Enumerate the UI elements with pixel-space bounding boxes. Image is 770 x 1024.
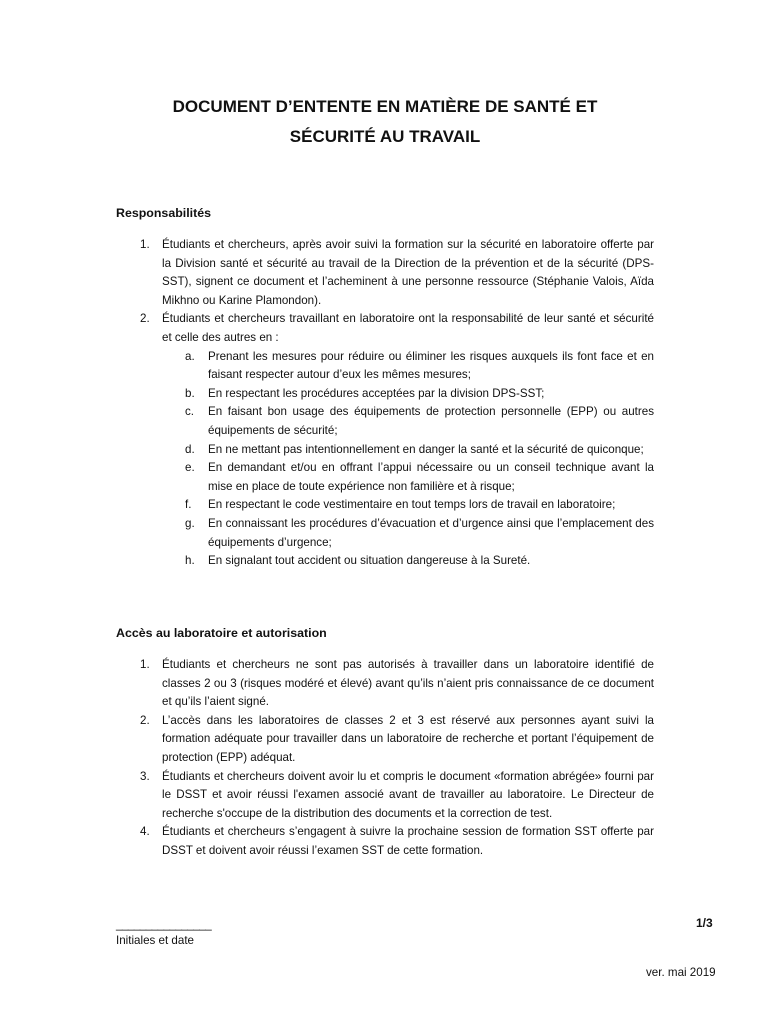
list-item — [116, 768, 654, 824]
sub-item-text: En faisant bon usage des équipements de protection personnelle (EPP) ou autres équipements de sécurité; — [208, 405, 654, 437]
sub-item-text: En respectant les procédures acceptées par la division DPS-SST; — [208, 386, 545, 400]
sub-item-letter: d. — [185, 442, 195, 456]
item-text: Étudiants et chercheurs doivent avoir lu et compris le document «formation abrégée» fourni par le DSST et avoir réussi l'examen associé avant de travailler au laboratoire. Le Directeur de recherche s'occupe de la distribution des documents et la correction de test. — [162, 769, 654, 820]
sub-item-letter: e. — [185, 461, 195, 475]
sub-item-letter: c. — [185, 405, 195, 419]
list-item — [116, 236, 654, 310]
sub-item-text: En signalant tout accident ou situation dangereuse à la Sureté. — [208, 554, 531, 568]
responsabilites-list — [116, 236, 654, 571]
acces-list — [116, 656, 654, 861]
sub-list-item — [162, 385, 654, 404]
page-number: 1/3 — [696, 916, 713, 930]
sub-list-item — [162, 441, 654, 460]
sub-list-item — [162, 459, 654, 496]
item-text: Étudiants et chercheurs travaillant en laboratoire ont la responsabilité de leur santé et sécurité et celle des autres en : — [162, 312, 654, 344]
item-number: 1. — [140, 658, 150, 671]
sub-item-text: En demandant et/ou en offrant l’appui nécessaire ou un conseil technique avant la mise en place de toute expérience non familière et à risque; — [208, 461, 654, 493]
sub-item-text: En ne mettant pas intentionnellement en danger la santé et la sécurité de quiconque; — [208, 442, 644, 456]
list-item — [116, 310, 654, 570]
sub-item-text: En connaissant les procédures d’évacuation et d’urgence ainsi que l’emplacement des équipements d’urgence; — [208, 516, 654, 549]
list-item — [116, 823, 654, 860]
document-title — [116, 92, 654, 152]
list-item — [116, 656, 654, 712]
item-number: 1. — [140, 238, 150, 251]
item-number: 2. — [140, 312, 150, 326]
sub-list-item — [162, 403, 654, 440]
section-heading-acces: Accès au laboratoire et autorisation — [116, 626, 327, 640]
sub-item-letter: a. — [185, 349, 195, 363]
title-line-1: DOCUMENT D’ENTENTE EN MATIÈRE DE SANTÉ ET — [172, 97, 598, 116]
sub-list-item — [162, 552, 654, 571]
sub-item-letter: h. — [185, 554, 195, 568]
item-number: 4. — [140, 825, 150, 839]
sub-list — [162, 348, 654, 571]
sub-list-item — [162, 348, 654, 385]
sub-item-letter: b. — [185, 386, 195, 400]
item-text: Étudiants et chercheurs ne sont pas autorisés à travailler dans un laboratoire identifié de classes 2 ou 3 (risques modéré et élevé) avant qu’ils n’aient pris connaissance de ce document et qu’ils l’aient signé. — [162, 658, 654, 709]
sub-item-letter: g. — [185, 516, 195, 530]
title-line-2: SÉCURITÉ AU TRAVAIL — [289, 127, 481, 146]
item-text: Étudiants et chercheurs, après avoir suivi la formation sur la sécurité en laboratoire offerte par la Division santé et sécurité au travail de la Direction de la prévention et de la sécurité (DPS-SST), signent ce document et l’acheminent à une personne ressource (Stéphanie Valois, Aïda Mikhno ou Karine Plamondon). — [162, 238, 654, 307]
sub-item-letter: f. — [185, 498, 192, 512]
item-text: Étudiants et chercheurs s’engagent à suivre la prochaine session de formation SST offerte par DSST et doivent avoir réussi l’examen SST de cette formation. — [162, 825, 654, 857]
item-number: 3. — [140, 769, 150, 783]
version-label: ver. mai 2019 — [646, 966, 716, 979]
item-number: 2. — [140, 713, 150, 727]
initials-label: Initiales et date — [116, 934, 194, 947]
sub-item-text: Prenant les mesures pour réduire ou éliminer les risques auxquels ils font face et en faisant respecter autour d’eux les mêmes mesures; — [208, 349, 654, 382]
list-item — [116, 712, 654, 768]
section-heading-responsabilites: Responsabilités — [116, 206, 212, 220]
sub-item-text: En respectant le code vestimentaire en tout temps lors de travail en laboratoire; — [208, 498, 616, 512]
signature-line: ________________ — [116, 918, 212, 931]
sub-list-item — [162, 515, 654, 552]
item-text: L’accès dans les laboratoires de classes 2 et 3 est réservé aux personnes ayant suivi la formation adéquate pour travailler dans un laboratoire de recherche et portant l’équipement de protection (EPP) adéquat. — [162, 713, 654, 764]
sub-list-item — [162, 496, 654, 515]
